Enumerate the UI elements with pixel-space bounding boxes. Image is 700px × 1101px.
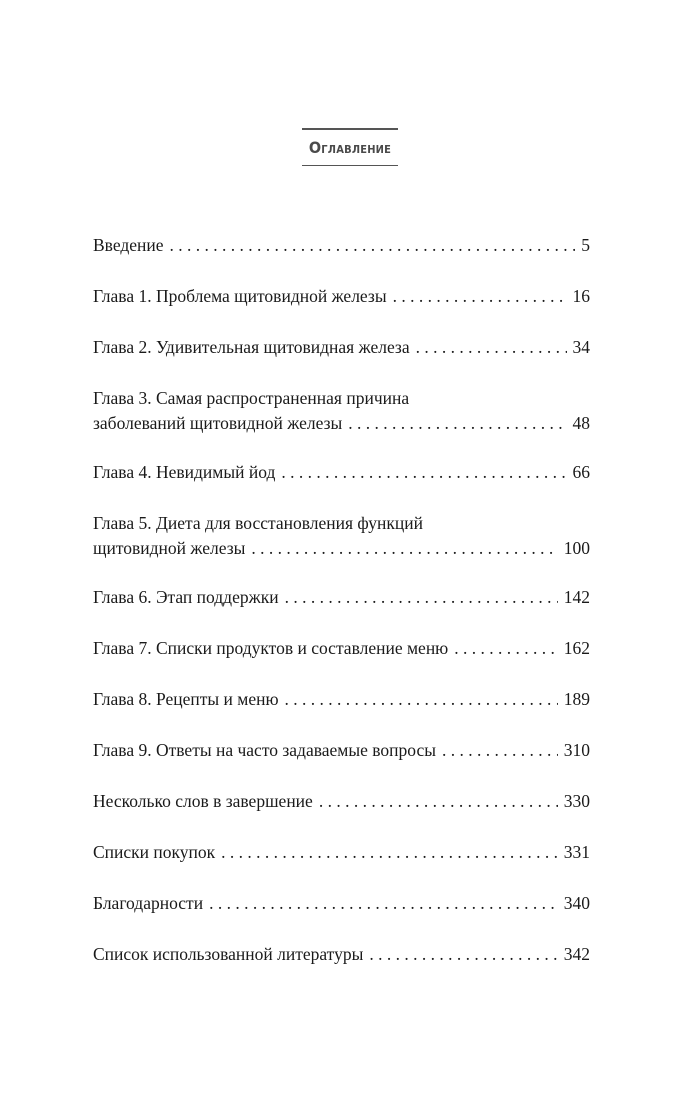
dot-leader: [251, 536, 557, 561]
toc-entry-title: заболеваний щитовидной железы: [93, 413, 343, 433]
toc-entry-title: Глава 2. Удивительная щитовидная железа: [93, 337, 410, 357]
toc-entry-page: 5: [581, 235, 590, 255]
toc-entry-page: 330: [563, 791, 590, 811]
toc-entry-title: щитовидной железы: [93, 538, 246, 558]
toc-entry-title: Списки покупок: [93, 842, 216, 862]
toc-entry-chapter-4[interactable]: [93, 460, 590, 485]
toc-entry-page: 66: [572, 462, 590, 482]
toc-entry-page: 162: [563, 638, 590, 658]
dot-leader: [170, 233, 576, 258]
toc-entry-introduction[interactable]: [93, 233, 590, 258]
dot-leader: [221, 840, 558, 865]
toc-entry-chapter-9[interactable]: [93, 738, 590, 763]
dot-leader: [393, 284, 567, 309]
toc-entry-page: 16: [572, 286, 590, 306]
toc-entry-page: 189: [563, 689, 590, 709]
toc-entry-title: Несколько слов в завершение: [93, 791, 313, 811]
toc-entry-acknowledgements[interactable]: [93, 891, 590, 916]
toc-entry-title: Глава 6. Этап поддержки: [93, 587, 279, 607]
dot-leader: [442, 738, 558, 763]
dot-leader: [369, 942, 557, 967]
toc-entry-title: Глава 4. Невидимый йод: [93, 462, 276, 482]
toc-entry-page: 331: [563, 842, 590, 862]
heading-bottom-rule: [302, 165, 398, 167]
dot-leader: [319, 789, 558, 814]
dot-leader: [285, 585, 558, 610]
toc-entry-title: Глава 7. Списки продуктов и составление меню: [93, 638, 449, 658]
toc-entry-chapter-3[interactable]: [93, 386, 590, 436]
toc-entry-chapter-5[interactable]: [93, 511, 590, 561]
toc-entry-page: 342: [563, 944, 590, 964]
toc-entry-shopping-lists[interactable]: [93, 840, 590, 865]
toc-entry-title: Глава 8. Рецепты и меню: [93, 689, 279, 709]
dot-leader: [285, 687, 558, 712]
toc-entry-title: Список использованной литературы: [93, 944, 364, 964]
toc-entry-title: Благодарности: [93, 893, 204, 913]
toc-entry-chapter-8[interactable]: [93, 687, 590, 712]
toc-heading-block: [0, 128, 700, 166]
toc-entry-conclusion[interactable]: [93, 789, 590, 814]
dot-leader: [281, 460, 566, 485]
dot-leader: [416, 335, 567, 360]
dot-leader: [209, 891, 558, 916]
toc-entry-title: Глава 9. Ответы на часто задаваемые вопросы: [93, 740, 436, 760]
toc-entry-title: Введение: [93, 235, 164, 255]
toc-entry-chapter-2[interactable]: [93, 335, 590, 360]
toc-entry-title-line1: Глава 3. Самая распространенная причина: [93, 388, 410, 408]
toc-entry-page: 142: [563, 587, 590, 607]
toc-entry-chapter-7[interactable]: [93, 636, 590, 661]
toc-entry-page: 100: [563, 538, 590, 558]
toc-entry-chapter-6[interactable]: [93, 585, 590, 610]
toc-entry-references[interactable]: [93, 942, 590, 967]
toc-entry-page: 310: [563, 740, 590, 760]
toc-heading: Оглавление: [308, 137, 392, 157]
toc-entry-chapter-1[interactable]: [93, 284, 590, 309]
dot-leader: [348, 411, 566, 436]
toc-entry-page: 48: [572, 413, 590, 433]
toc-entry-page: 34: [572, 337, 590, 357]
toc-entry-title: Глава 1. Проблема щитовидной железы: [93, 286, 387, 306]
dot-leader: [454, 636, 557, 661]
toc-entry-page: 340: [563, 893, 590, 913]
toc-entry-title-line1: Глава 5. Диета для восстановления функций: [93, 513, 424, 533]
